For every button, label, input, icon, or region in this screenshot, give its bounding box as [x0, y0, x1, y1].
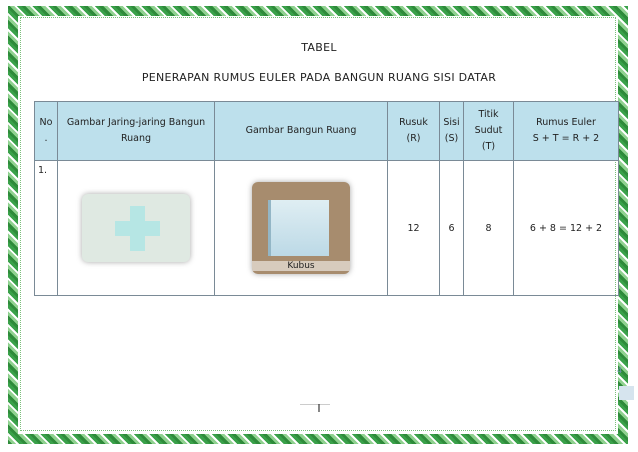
row-no: 1. — [35, 161, 58, 296]
solid-image-cell — [215, 161, 388, 296]
side-page-number: 4 — [617, 366, 623, 375]
page-number: I — [317, 402, 321, 415]
net-image-cell — [58, 161, 215, 296]
cube-caption: Kubus — [252, 261, 350, 271]
table-header-row — [35, 102, 619, 161]
cube-photo — [252, 182, 350, 274]
header-faces: Sisi (S) — [440, 102, 464, 161]
header-vertices: Titik Sudut (T) — [464, 102, 514, 161]
page-title: TABEL — [301, 41, 337, 54]
euler-formula-value: 6 + 8 = 12 + 2 — [514, 161, 619, 296]
header-no: No . — [35, 102, 58, 161]
header-edges: Rusuk (R) — [388, 102, 440, 161]
cube-net-photo — [82, 194, 190, 262]
faces-value: 6 — [440, 161, 464, 296]
header-solid-image: Gambar Bangun Ruang — [215, 102, 388, 161]
euler-table — [34, 101, 619, 296]
vertices-value: 8 — [464, 161, 514, 296]
side-tab-marker — [619, 386, 634, 400]
table-row — [35, 161, 619, 296]
header-euler-formula: Rumus Euler S + T = R + 2 — [514, 102, 619, 161]
edges-value: 12 — [388, 161, 440, 296]
page-subtitle: PENERAPAN RUMUS EULER PADA BANGUN RUANG SISI DATAR — [141, 71, 497, 84]
header-net-image: Gambar Jaring-jaring Bangun Ruang — [58, 102, 215, 161]
